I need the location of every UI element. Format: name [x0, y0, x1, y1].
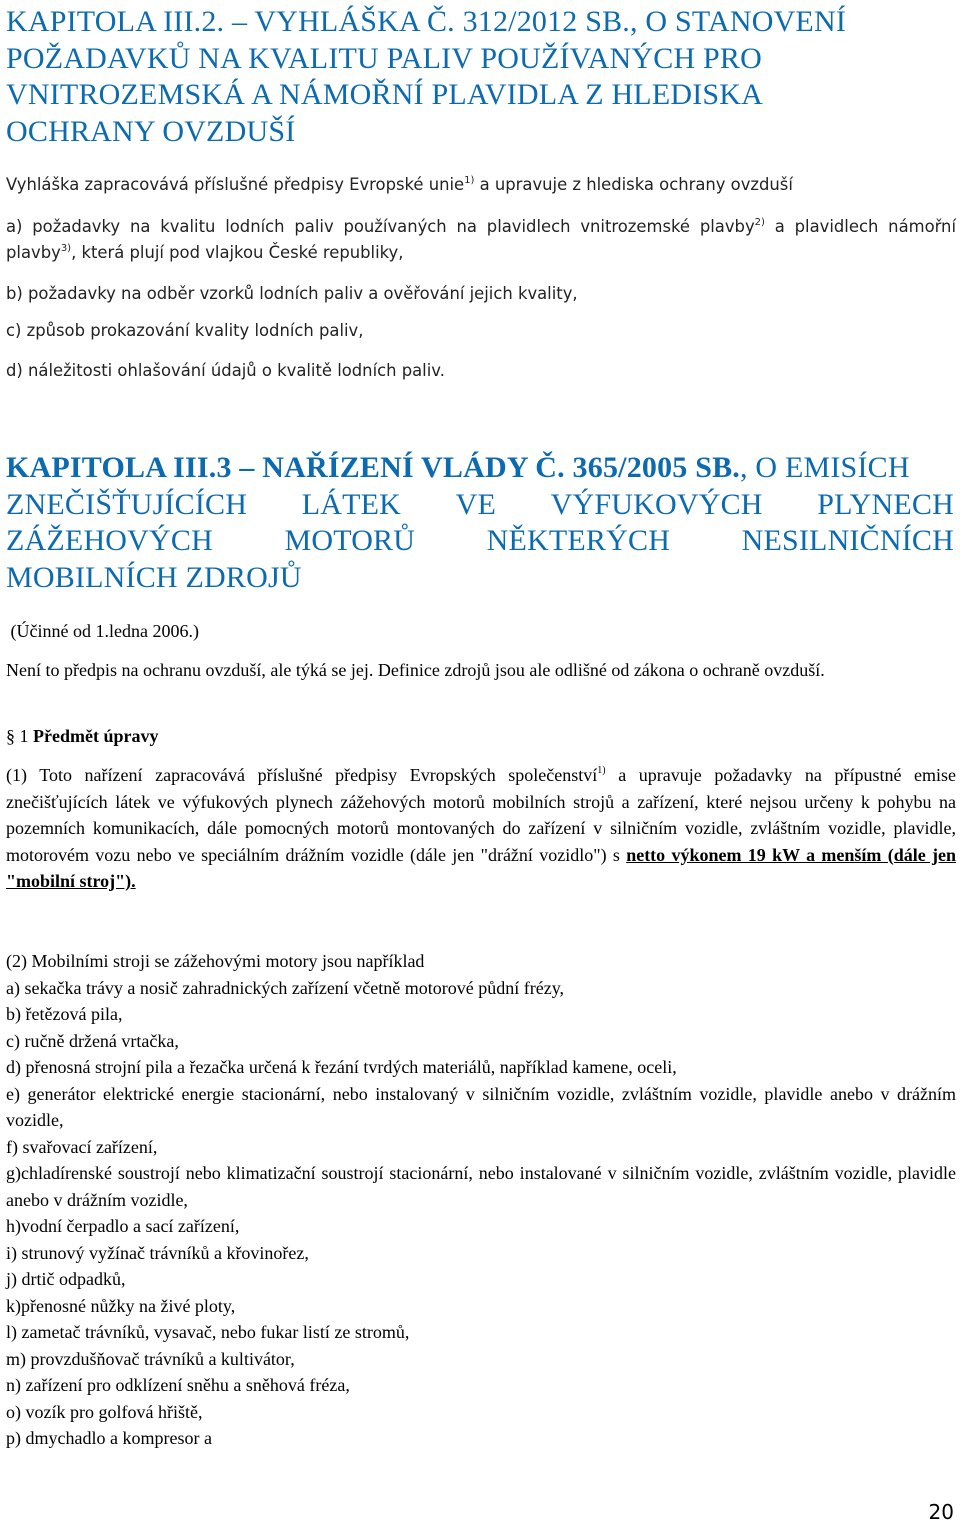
intro-text: a upravuje z hlediska ochrany ovzduší	[474, 175, 793, 194]
list-item: k)přenosné nůžky na živé ploty,	[6, 1295, 236, 1316]
heading-word: PLYNECH	[817, 487, 954, 521]
list-item: e) generátor elektrické energie stacionární, nebo instalovaný v silničním vozidle, zvláštním vozidle, plavidle anebo v drážním vozidle,	[6, 1083, 956, 1130]
item-a-text: a) požadavky na kvalitu lodních paliv používaných na plavidlech vnitrozemské plavby	[6, 217, 755, 236]
paragraph-1-text: (1) Toto nařízení zapracovává příslušné předpisy Evropských společenství	[6, 765, 598, 785]
heading-word: ZNEČIŠŤUJÍCÍCH	[6, 487, 248, 521]
intro-paragraph	[6, 172, 956, 198]
list-item: b) řetězová pila,	[6, 1004, 123, 1024]
list-item: i) strunový vyžínač trávníků a křovinořez,	[6, 1242, 309, 1263]
list-item: l) zametač trávníků, vysavač, nebo fukar listí ze stromů,	[6, 1322, 410, 1342]
paragraph-1-emphasis: netto výkonem 19 kW a menším (dále jen "mobilní stroj").	[6, 844, 956, 891]
chapter-heading-1-line: POŽADAVKŮ NA KVALITU PALIV POUŽÍVANÝCH PRO	[6, 41, 762, 75]
footnote-ref: 1)	[597, 765, 606, 776]
list-item: d) přenosná strojní pila a řezačka určená k řezání tvrdých materiálů, například kamene, oceli,	[6, 1057, 677, 1077]
chapter-heading-1-line: VNITROZEMSKÁ A NÁMOŘNÍ PLAVIDLA Z HLEDISKA	[6, 78, 764, 111]
list-item: p) dmychadlo a kompresor a	[6, 1428, 212, 1448]
heading-word: NĚKTERÝCH	[486, 524, 671, 557]
paragraph-1-text: a upravuje požadavky na přípustné emise znečišťujících látek ve výfukových plynech zážehových motorů mobilních strojů a zařízení, které nejsou určeny k pohybu na pozemních komunikacích, dále pomocných motorů montovaných do zařízení v silničním vozidle, zvláštním vozidle, plavidle, motorovém vozu nebo ve speciálním drážním vozidle (dále jen "drážní vozidlo") s	[6, 765, 956, 865]
chapter-heading-2	[6, 450, 954, 596]
chapter-heading-2-line	[6, 450, 954, 487]
item-a	[6, 214, 956, 266]
list-item: g)chladírenské soustrojí nebo klimatizační soustrojí stacionární, nebo instalované v silničním vozidle, zvláštním vozidle, plavidle anebo v drážním vozidle,	[6, 1163, 956, 1210]
chapter-heading-2-line: MOBILNÍCH ZDROJŮ	[6, 560, 302, 594]
effective-date: (Účinné od 1.ledna 2006.)	[6, 621, 199, 641]
chapter-heading-2-bold: KAPITOLA III.3 – NAŘÍZENÍ VLÁDY Č. 365/2005 SB.	[6, 451, 740, 484]
list-item: c) ručně držená vrtačka,	[6, 1030, 179, 1051]
section-title: Předmět úpravy	[33, 726, 159, 746]
chapter-heading-2-rest: , O EMISÍCH	[740, 451, 910, 484]
footnote-ref: 1)	[464, 174, 475, 186]
heading-word: NESILNIČNÍCH	[741, 524, 954, 557]
chapter-heading-2-line	[6, 523, 954, 560]
item-d: d) náležitosti ohlašování údajů o kvalitě lodních paliv.	[6, 361, 445, 380]
page-number: 20	[928, 1500, 954, 1524]
heading-word: LÁTEK	[301, 487, 402, 521]
chapter-heading-1-line: OCHRANY OVZDUŠÍ	[6, 114, 296, 148]
heading-word: VE	[455, 487, 497, 521]
machines-list	[6, 948, 956, 1452]
item-a-text: a plavidlech námořní plavby	[6, 217, 956, 262]
intro-text: Vyhláška zapracovává příslušné předpisy Evropské unie	[6, 175, 465, 194]
heading-word: ZÁŽEHOVÝCH	[6, 524, 213, 557]
item-c: c) způsob prokazování kvality lodních paliv,	[6, 321, 364, 340]
section-symbol: §	[6, 726, 15, 746]
list-item: f) svařovací zařízení,	[6, 1136, 158, 1157]
list-item: o) vozík pro golfová hřiště,	[6, 1401, 203, 1422]
note-paragraph: Není to předpis na ochranu ovzduší, ale týká se jej. Definice zdrojů jsou ale odlišné od zákona o ochraně ovzduší.	[6, 660, 825, 680]
list-item: h)vodní čerpadlo a sací zařízení,	[6, 1216, 240, 1236]
list-item: j) drtič odpadků,	[6, 1269, 126, 1289]
chapter-heading-1-line: KAPITOLA III.2. – VYHLÁŠKA Č. 312/2012 SB., O STANOVENÍ	[6, 5, 847, 38]
paragraph-1	[6, 762, 956, 895]
section-number: 1	[15, 726, 33, 746]
chapter-heading-2-line	[6, 487, 954, 524]
item-a-text: , která plují pod vlajkou České republiky,	[71, 243, 404, 262]
heading-word: VÝFUKOVÝCH	[550, 487, 763, 521]
section-heading	[6, 723, 956, 750]
list-item: m) provzdušňovač trávníků a kultivátor,	[6, 1348, 295, 1369]
footnote-ref: 2)	[754, 216, 765, 228]
list-heading: (2) Mobilními stroji se zážehovými motory jsou například	[6, 951, 425, 971]
chapter-heading-1	[6, 4, 954, 150]
list-item: a) sekačka trávy a nosič zahradnických zařízení včetně motorové půdní frézy,	[6, 977, 565, 998]
item-b: b) požadavky na odběr vzorků lodních paliv a ověřování jejich kvality,	[6, 284, 578, 303]
heading-word: MOTORŮ	[284, 524, 416, 557]
footnote-ref: 3)	[60, 242, 72, 254]
list-item: n) zařízení pro odklízení sněhu a sněhová fréza,	[6, 1375, 350, 1395]
